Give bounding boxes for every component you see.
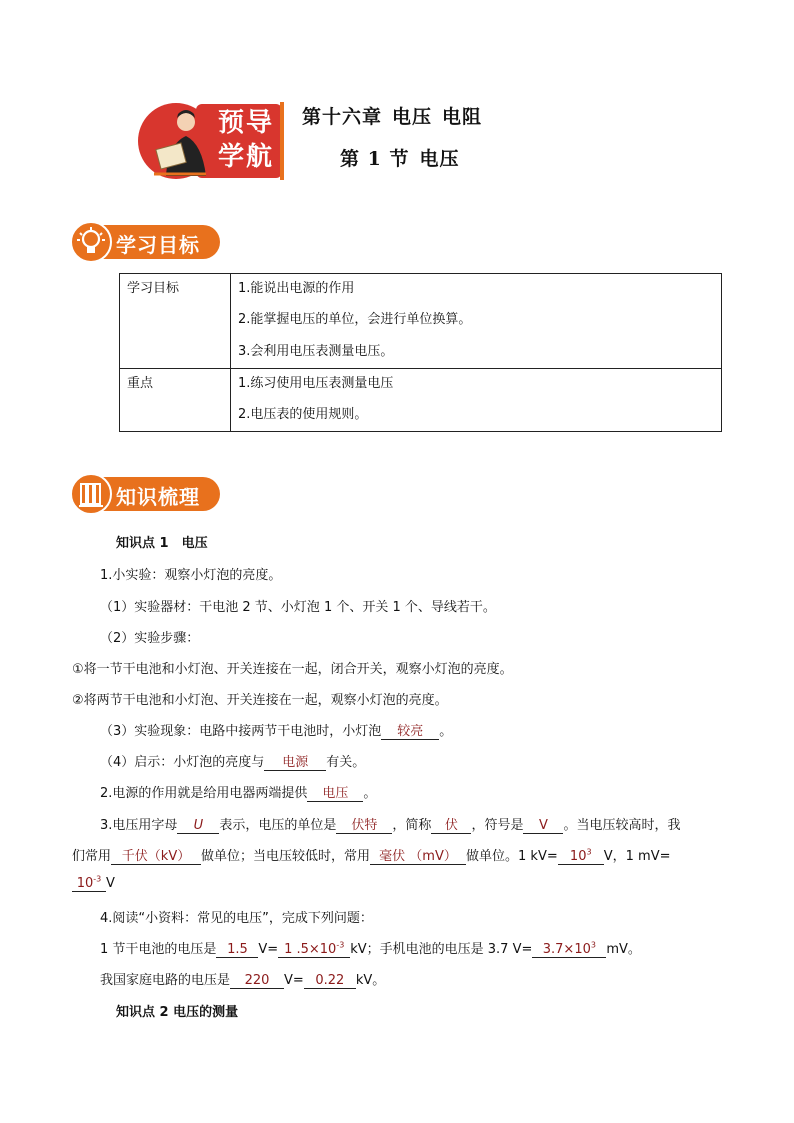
answer-blank: 电压 bbox=[307, 786, 363, 802]
answer-blank: 较亮 bbox=[381, 724, 439, 740]
answer-blank: 0.22 bbox=[304, 973, 356, 989]
answer-blank: 千伏（kV） bbox=[111, 849, 201, 865]
lightbulb-icon bbox=[70, 221, 112, 263]
answer-blank: U bbox=[177, 818, 219, 834]
answer-blank: $10^3$ bbox=[558, 849, 604, 865]
answer-blank: 伏 bbox=[431, 818, 471, 834]
knowledge-point-1-title: 知识点 1 电压 bbox=[116, 536, 208, 551]
knowledge-heading-label: 知识梳理 bbox=[116, 485, 200, 509]
text-line: ①将一节干电池和小灯泡、开关连接在一起，闭合开关，观察小灯泡的亮度。 bbox=[72, 662, 513, 677]
books-icon bbox=[70, 473, 112, 515]
text-line: 1.小实验：观察小灯泡的亮度。 bbox=[100, 568, 282, 583]
answer-blank: 1 $.5\times 10^{-3}$ bbox=[278, 942, 350, 958]
answer-blank: V bbox=[523, 818, 563, 834]
goals-section-heading bbox=[70, 221, 220, 263]
knowledge-point-2-title: 知识点 2 电压的测量 bbox=[116, 1005, 239, 1020]
answer-blank: $3.7\times 10^3$ bbox=[532, 942, 606, 958]
answer-blank: 1.5 bbox=[216, 942, 258, 958]
answer-blank: 电源 bbox=[264, 755, 326, 771]
chapter-title: 第十六章 电压 电阻 bbox=[302, 106, 483, 128]
key-item: 1.练习使用电压表测量电压 bbox=[238, 376, 394, 391]
text-line: （1）实验器材：干电池 2 节、小灯泡 1 个、开关 1 个、导线若干。 bbox=[100, 600, 496, 615]
text-line: 们常用 千伏（kV） 做单位；当电压较低时，常用 毫伏 （mV） 做单位。1 $kV= 10^3$ V，1 mV= bbox=[72, 847, 671, 864]
knowledge-section-heading bbox=[70, 473, 220, 515]
guide-banner bbox=[136, 98, 288, 184]
text-line: 2.电源的作用就是给用电器两端提供 电压 。 bbox=[100, 786, 377, 801]
banner-text-line1: 预导 bbox=[218, 108, 275, 138]
banner-text-line2: 学航 bbox=[218, 142, 275, 172]
answer-blank: $10^{-3}$ bbox=[72, 876, 106, 892]
text-line: （2）实验步骤： bbox=[100, 631, 200, 646]
answer-blank: 伏特 bbox=[336, 818, 392, 834]
table-row bbox=[120, 369, 722, 432]
text-line: $10^{-3}$ V bbox=[72, 876, 115, 892]
answer-blank: 毫伏 （mV） bbox=[370, 849, 466, 865]
row-label: 学习目标 bbox=[127, 281, 180, 296]
row-label: 重点 bbox=[127, 376, 154, 391]
text-line: 3.电压用字母 U 表示，电压的单位是 伏特 ，简称 伏 ，符号是 V 。当电压较高时，我 bbox=[100, 818, 681, 833]
text-line: 4.阅读“小资料：常见的电压”，完成下列问题： bbox=[100, 911, 373, 926]
text-line: ②将两节干电池和小灯泡、开关连接在一起，观察小灯泡的亮度。 bbox=[72, 693, 448, 708]
section-title: 第 1 节 电压 bbox=[340, 148, 460, 170]
text-line: 我国家庭电路的电压是 220 V= 0.22 kV。 bbox=[100, 973, 386, 988]
table-row bbox=[120, 274, 722, 369]
text-line: 1 节干电池的电压是 1.5 V= 1 $.5\times 10^{-3}$ kV；手机电池的电压是 3.7 $V= 3.7\times 10^3$ mV。 bbox=[100, 940, 641, 957]
goal-item: 3.会利用电压表测量电压。 bbox=[238, 344, 394, 359]
goal-item: 1.能说出电源的作用 bbox=[238, 281, 355, 296]
goal-item: 2.能掌握电压的单位，会进行单位换算。 bbox=[238, 312, 472, 327]
goals-table bbox=[119, 273, 722, 432]
text-line: （4）启示：小灯泡的亮度与 电源 有关。 bbox=[100, 755, 366, 770]
answer-blank: 220 bbox=[230, 973, 284, 989]
key-item: 2.电压表的使用规则。 bbox=[238, 407, 368, 422]
text-line: （3）实验现象：电路中接两节干电池时，小灯泡 较亮 。 bbox=[100, 724, 453, 739]
goals-heading-label: 学习目标 bbox=[116, 233, 200, 257]
